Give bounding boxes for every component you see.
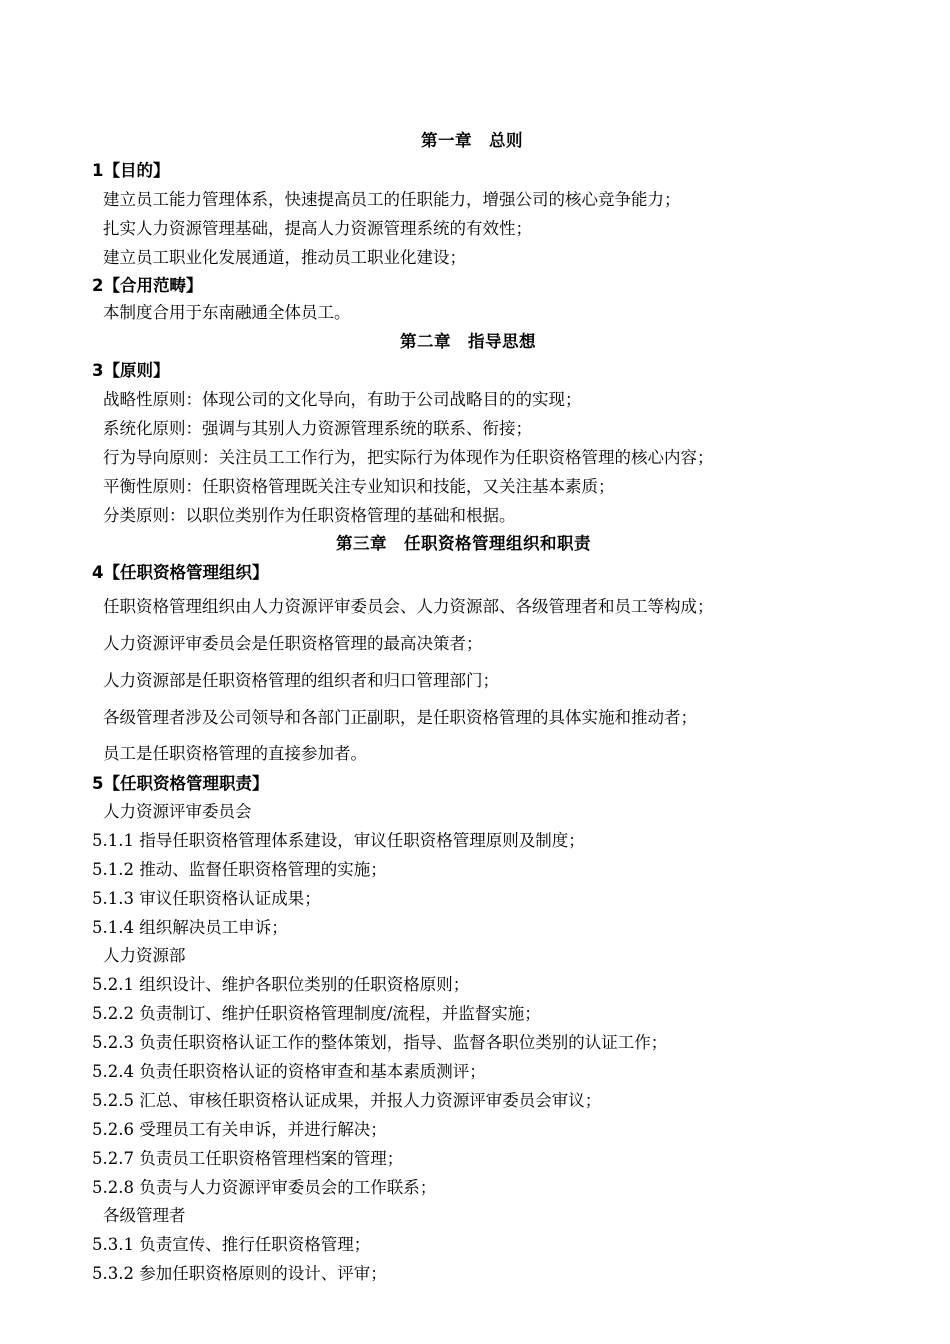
responsibility-item: 5.1.3 审议任职资格认证成果； bbox=[92, 889, 321, 908]
responsibility-item: 5.3.2 参加任职资格原则的设计、评审； bbox=[92, 1264, 387, 1283]
section-3-item: 分类原则：以职位类别作为任职资格管理的基础和根据。 bbox=[103, 506, 516, 525]
responsibility-item: 5.2.7 负责员工任职资格管理档案的管理； bbox=[92, 1149, 404, 1168]
section-3-item: 行为导向原则：关注员工工作行为，把实际行为体现作为任职资格管理的核心内容； bbox=[103, 448, 714, 467]
section-4-item: 人力资源部是任职资格管理的组织者和归口管理部门； bbox=[103, 671, 499, 690]
responsibility-group-title: 人力资源部 bbox=[103, 946, 186, 965]
section-5-heading: 5【任职资格管理职责】 bbox=[92, 774, 269, 793]
section-1-item: 建立员工职业化发展通道，推动员工职业化建设； bbox=[103, 248, 466, 267]
responsibility-item: 5.2.2 负责制订、维护任职资格管理制度/流程，并监督实施； bbox=[92, 1004, 541, 1023]
responsibility-item: 5.2.8 负责与人力资源评审委员会的工作联系； bbox=[92, 1178, 437, 1197]
responsibility-item: 5.2.6 受理员工有关申诉，并进行解决； bbox=[92, 1120, 387, 1139]
section-2-heading: 2【合用范畴】 bbox=[92, 276, 203, 295]
chapter-1-title: 第一章 总则 bbox=[421, 131, 523, 150]
section-3-item: 战略性原则：体现公司的文化导向，有助于公司战略目的的实现； bbox=[103, 390, 582, 409]
section-4-item: 任职资格管理组织由人力资源评审委员会、人力资源部、各级管理者和员工等构成； bbox=[103, 597, 714, 616]
section-3-item: 平衡性原则：任职资格管理既关注专业知识和技能，又关注基本素质； bbox=[103, 477, 615, 496]
section-1-heading: 1【目的】 bbox=[92, 161, 170, 180]
section-3-heading: 3【原则】 bbox=[92, 361, 170, 380]
responsibility-item: 5.1.2 推动、监督任职资格管理的实施； bbox=[92, 860, 387, 879]
chapter-3-title: 第三章 任职资格管理组织和职责 bbox=[336, 534, 591, 553]
responsibility-item: 5.1.4 组织解决员工申诉； bbox=[92, 918, 288, 937]
section-1-item: 扎实人力资源管理基础，提高人力资源管理系统的有效性； bbox=[103, 219, 532, 238]
responsibility-group-title: 各级管理者 bbox=[103, 1206, 186, 1225]
chapter-2-title: 第二章 指导思想 bbox=[400, 332, 536, 351]
responsibility-item: 5.2.3 负责任职资格认证工作的整体策划，指导、监督各职位类别的认证工作； bbox=[92, 1033, 668, 1052]
section-4-item: 各级管理者涉及公司领导和各部门正副职，是任职资格管理的具体实施和推动者； bbox=[103, 708, 697, 727]
responsibility-item: 5.2.1 组织设计、维护各职位类别的任职资格原则； bbox=[92, 975, 470, 994]
responsibility-item: 5.1.1 指导任职资格管理体系建设，审议任职资格管理原则及制度； bbox=[92, 831, 585, 850]
section-2-item: 本制度合用于东南融通全体员工。 bbox=[103, 303, 351, 322]
section-1-item: 建立员工能力管理体系，快速提高员工的任职能力，增强公司的核心竞争能力； bbox=[103, 190, 681, 209]
section-4-item: 人力资源评审委员会是任职资格管理的最高决策者； bbox=[103, 634, 483, 653]
responsibility-item: 5.3.1 负责宣传、推行任职资格管理； bbox=[92, 1235, 371, 1254]
section-3-item: 系统化原则：强调与其别人力资源管理系统的联系、衔接； bbox=[103, 419, 532, 438]
responsibility-item: 5.2.4 负责任职资格认证的资格审查和基本素质测评； bbox=[92, 1062, 486, 1081]
section-4-heading: 4【任职资格管理组织】 bbox=[92, 563, 269, 582]
responsibility-item: 5.2.5 汇总、审核任职资格认证成果，并报人力资源评审委员会审议； bbox=[92, 1091, 602, 1110]
section-4-item: 员工是任职资格管理的直接参加者。 bbox=[103, 744, 367, 763]
responsibility-group-title: 人力资源评审委员会 bbox=[103, 802, 252, 821]
